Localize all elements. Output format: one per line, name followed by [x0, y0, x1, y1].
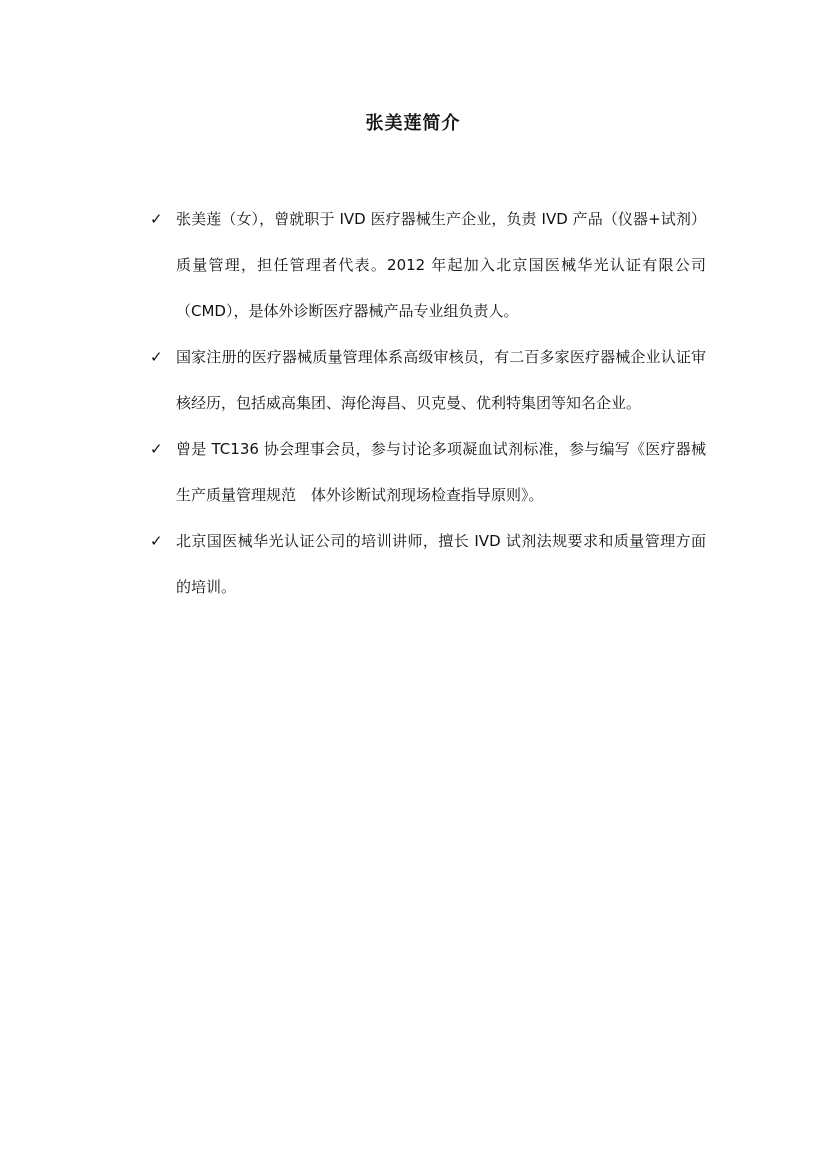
check-icon: ✓ — [150, 210, 163, 228]
check-icon: ✓ — [150, 440, 163, 458]
bio-bullet-item — [150, 196, 706, 334]
bullet-text: 张美莲（女），曾就职于 IVD 医疗器械生产企业，负责 IVD 产品（仪器+试剂）质量管理，担任管理者代表。2012 年起加入北京国医械华光认证有限公司（CMD），是体外诊断医疗器械产品专业组负责人。 — [176, 210, 706, 320]
bio-bullet-list — [150, 196, 706, 610]
check-icon: ✓ — [150, 532, 163, 550]
bio-bullet-item — [150, 334, 706, 426]
bullet-text: 曾是 TC136 协会理事会员，参与讨论多项凝血试剂标准，参与编写《医疗器械生产质量管理规范 体外诊断试剂现场检查指导原则》。 — [176, 440, 706, 504]
bullet-text: 北京国医械华光认证公司的培训讲师，擅长 IVD 试剂法规要求和质量管理方面的培训。 — [176, 532, 706, 596]
bio-bullet-item — [150, 518, 706, 610]
document-title: 张美莲简介 — [365, 113, 461, 134]
check-icon: ✓ — [150, 348, 163, 366]
bio-bullet-item — [150, 426, 706, 518]
bullet-text: 国家注册的医疗器械质量管理体系高级审核员，有二百多家医疗器械企业认证审核经历，包括威高集团、海伦海昌、贝克曼、优利特集团等知名企业。 — [176, 348, 706, 412]
